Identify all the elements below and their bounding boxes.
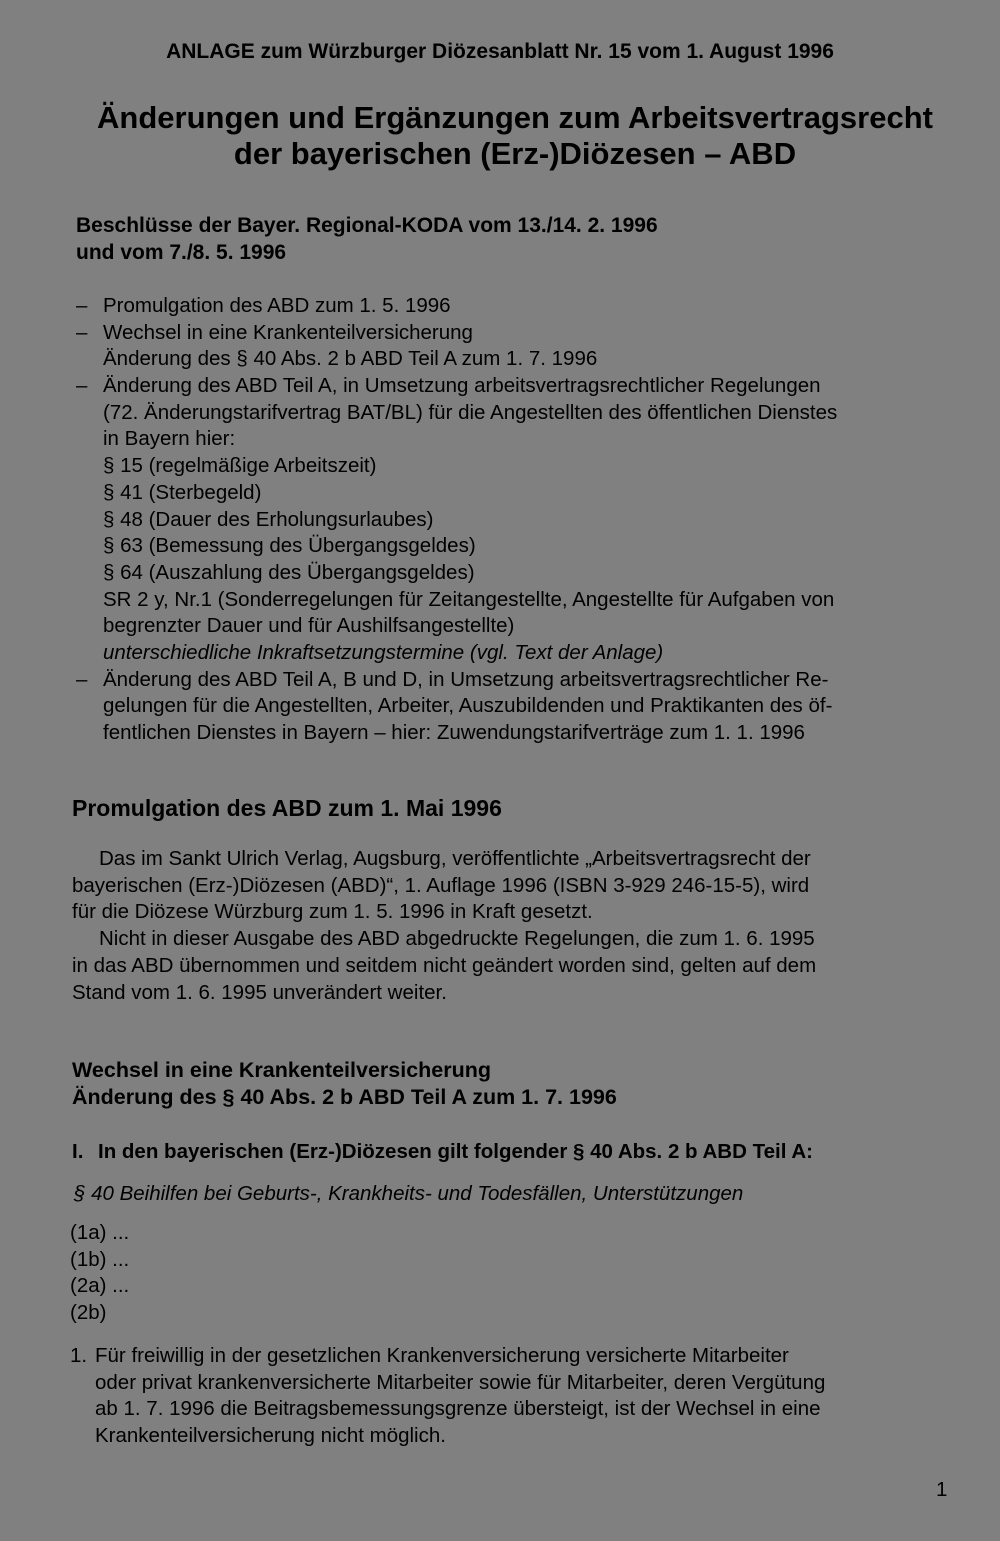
list-item <box>76 320 976 373</box>
subtitle-line-1: Beschlüsse der Bayer. Regional-KODA vom 13./14. 2. 1996 <box>76 214 658 237</box>
list-item-text: § 63 (Bemessung des Übergangsgeldes) <box>103 534 476 558</box>
point-text: In den bayerischen (Erz-)Diözesen gilt folgender § 40 Abs. 2 b ABD Teil A: <box>98 1140 813 1163</box>
list-item-text: Änderung des ABD Teil A, B und D, in Umsetzung arbeitsvertragsrechtlicher Re- <box>103 667 829 691</box>
list-item <box>76 373 976 667</box>
paragraph-line: ab 1. 7. 1996 die Beitragsbemessungsgrenze übersteigt, ist der Wechsel in eine <box>95 1397 821 1421</box>
document-title-line-2: der bayerischen (Erz-)Diözesen – ABD <box>233 136 797 171</box>
list-item-text: § 15 (regelmäßige Arbeitszeit) <box>103 454 377 478</box>
paragraph-line: Krankenteilversicherung nicht möglich. <box>95 1424 446 1448</box>
list-item: (2b) <box>70 1301 107 1325</box>
paragraph-line: Nicht in dieser Ausgabe des ABD abgedruckte Regelungen, die zum 1. 6. 1995 <box>99 927 815 951</box>
page-number: 1 <box>936 1478 948 1501</box>
paragraph-line: in das ABD übernommen und seitdem nicht geändert worden sind, gelten auf dem <box>72 953 817 977</box>
section-heading-line-1: Wechsel in eine Krankenteilversicherung <box>72 1058 492 1082</box>
list-item <box>76 667 976 747</box>
point-number: I. <box>72 1140 84 1163</box>
list-item-note: unterschiedliche Inkraftsetzungstermine (vgl. Text der Anlage) <box>103 641 664 665</box>
list-item-text: Änderung des ABD Teil A, in Umsetzung arbeitsvertragsrechtlicher Regelungen <box>103 374 821 398</box>
document-title-line-1: Änderungen und Ergänzungen zum Arbeitsvertragsrecht <box>97 100 933 135</box>
list-dash: – <box>76 374 88 398</box>
paragraph-line: Für freiwillig in der gesetzlichen Krankenversicherung versicherte Mitarbeiter <box>95 1344 789 1367</box>
list-dash: – <box>76 667 88 691</box>
list-item-text: Promulgation des ABD zum 1. 5. 1996 <box>103 294 451 317</box>
section-heading-promulgation: Promulgation des ABD zum 1. Mai 1996 <box>72 795 502 821</box>
paragraph-line: Das im Sankt Ulrich Verlag, Augsburg, veröffentlichte „Arbeitsvertragsrecht der <box>99 847 811 870</box>
document-header: ANLAGE zum Würzburger Diözesanblatt Nr. 15 vom 1. August 1996 <box>166 40 834 63</box>
list-item-text: gelungen für die Angestellten, Arbeiter, Auszubildenden und Praktikanten des öf- <box>103 694 833 718</box>
list-item-text: § 48 (Dauer des Erholungsurlaubes) <box>103 507 434 531</box>
paragraph-line: bayerischen (Erz-)Diözesen (ABD)“, 1. Auflage 1996 (ISBN 3-929 246-15-5), wird <box>72 873 810 897</box>
paragraph-line: oder privat krankenversicherte Mitarbeiter sowie für Mitarbeiter, deren Vergütung <box>95 1370 826 1394</box>
list-item: (1a) ... <box>70 1221 130 1244</box>
list-item-text: begrenzter Dauer und für Aushilfsangestellte) <box>103 614 515 638</box>
subtitle-line-2: und vom 7./8. 5. 1996 <box>76 241 287 264</box>
list-item-text: (72. Änderungstarifvertrag BAT/BL) für die Angestellten des öffentlichen Dienstes <box>103 400 838 424</box>
list-item <box>76 293 976 320</box>
list-item: (1b) ... <box>70 1247 130 1271</box>
paragraph-title: § 40 Beihilfen bei Geburts-, Krankheits- und Todesfällen, Unterstützungen <box>74 1182 744 1205</box>
contents-list <box>76 293 976 747</box>
list-item-text: in Bayern hier: <box>103 427 236 451</box>
paragraph-line: für die Diözese Würzburg zum 1. 5. 1996 in Kraft gesetzt. <box>72 900 593 924</box>
list-item-text: Wechsel in eine Krankenteilversicherung <box>103 320 473 344</box>
subitem-list <box>70 1220 129 1327</box>
list-dash: – <box>76 320 88 344</box>
list-item-text: § 64 (Auszahlung des Übergangsgeldes) <box>103 561 475 584</box>
numbered-item-number: 1. <box>70 1344 88 1367</box>
list-item: (2a) ... <box>70 1274 130 1298</box>
list-item-text: Änderung des § 40 Abs. 2 b ABD Teil A zum 1. 7. 1996 <box>103 347 598 371</box>
numbered-item-text <box>95 1343 825 1450</box>
section-heading-line-2: Änderung des § 40 Abs. 2 b ABD Teil A zum 1. 7. 1996 <box>72 1085 617 1109</box>
list-item-text: fentlichen Dienstes in Bayern – hier: Zuwendungstarifverträge zum 1. 1. 1996 <box>103 721 805 745</box>
paragraph-line: Stand vom 1. 6. 1995 unverändert weiter. <box>72 980 447 1004</box>
list-item-text: § 41 (Sterbegeld) <box>103 480 262 504</box>
list-dash: – <box>76 294 88 317</box>
list-item-text: SR 2 y, Nr.1 (Sonderregelungen für Zeitangestellte, Angestellte für Aufgaben von <box>103 587 835 611</box>
section-paragraph <box>72 846 816 1006</box>
